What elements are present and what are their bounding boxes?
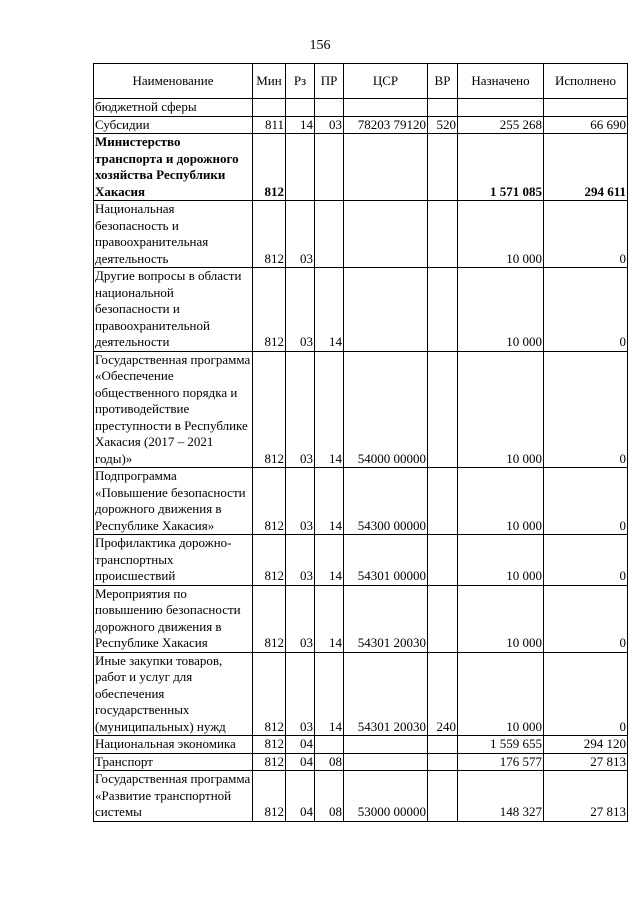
cell-min: 812 <box>253 535 286 586</box>
cell-vr: 240 <box>428 652 458 736</box>
table-row <box>94 585 628 652</box>
cell-assigned: 1 571 085 <box>458 134 544 201</box>
cell-csr: 54301 20030 <box>344 652 428 736</box>
cell-rz: 03 <box>286 652 315 736</box>
cell-rz: 04 <box>286 771 315 822</box>
cell-executed: 0 <box>544 652 628 736</box>
cell-vr <box>428 771 458 822</box>
cell-assigned: 1 559 655 <box>458 736 544 754</box>
cell-csr <box>344 201 428 268</box>
cell-vr <box>428 99 458 117</box>
cell-rz: 03 <box>286 585 315 652</box>
cell-pr: 14 <box>315 652 344 736</box>
cell-rz: 04 <box>286 736 315 754</box>
cell-pr: 14 <box>315 468 344 535</box>
cell-vr <box>428 351 458 468</box>
cell-name: Мероприятия по повышению безопасности дорожного движения в Республике Хакасия <box>94 585 253 652</box>
cell-name: Национальная экономика <box>94 736 253 754</box>
table-row <box>94 771 628 822</box>
cell-executed: 294 120 <box>544 736 628 754</box>
cell-executed: 66 690 <box>544 116 628 134</box>
header-pr: ПР <box>315 64 344 99</box>
cell-pr: 14 <box>315 535 344 586</box>
header-vr: ВР <box>428 64 458 99</box>
cell-pr <box>315 736 344 754</box>
cell-csr: 54000 00000 <box>344 351 428 468</box>
cell-executed: 0 <box>544 351 628 468</box>
cell-assigned: 10 000 <box>458 585 544 652</box>
cell-csr <box>344 268 428 352</box>
cell-pr: 14 <box>315 268 344 352</box>
cell-min: 812 <box>253 585 286 652</box>
cell-pr: 08 <box>315 753 344 771</box>
table-row <box>94 753 628 771</box>
cell-executed: 0 <box>544 535 628 586</box>
cell-min <box>253 99 286 117</box>
cell-assigned: 10 000 <box>458 201 544 268</box>
cell-min: 812 <box>253 134 286 201</box>
cell-rz: 03 <box>286 201 315 268</box>
cell-min: 812 <box>253 201 286 268</box>
cell-vr <box>428 468 458 535</box>
cell-csr: 54301 00000 <box>344 535 428 586</box>
header-min: Мин <box>253 64 286 99</box>
cell-assigned: 10 000 <box>458 535 544 586</box>
cell-assigned: 176 577 <box>458 753 544 771</box>
cell-vr <box>428 585 458 652</box>
cell-pr <box>315 134 344 201</box>
cell-min: 811 <box>253 116 286 134</box>
budget-table <box>93 63 628 822</box>
cell-vr <box>428 535 458 586</box>
table-row <box>94 468 628 535</box>
cell-vr <box>428 134 458 201</box>
table-row <box>94 535 628 586</box>
cell-csr: 54301 20030 <box>344 585 428 652</box>
cell-csr <box>344 99 428 117</box>
header-assigned: Назначено <box>458 64 544 99</box>
cell-executed: 0 <box>544 468 628 535</box>
cell-executed: 27 813 <box>544 753 628 771</box>
header-name: Наименование <box>94 64 253 99</box>
cell-name: Государственная программа «Обеспечение общественного порядка и противодействие преступности в Республике Хакасия (2017 – 2021 годы)» <box>94 351 253 468</box>
table-row <box>94 268 628 352</box>
cell-min: 812 <box>253 468 286 535</box>
cell-csr <box>344 753 428 771</box>
cell-csr: 53000 00000 <box>344 771 428 822</box>
cell-rz: 14 <box>286 116 315 134</box>
cell-assigned: 10 000 <box>458 351 544 468</box>
cell-pr: 08 <box>315 771 344 822</box>
page-number: 156 <box>309 38 331 53</box>
cell-name: Транспорт <box>94 753 253 771</box>
cell-min: 812 <box>253 753 286 771</box>
cell-min: 812 <box>253 771 286 822</box>
cell-name: Субсидии <box>94 116 253 134</box>
cell-name: Государственная программа «Развитие транспортной системы <box>94 771 253 822</box>
cell-executed: 0 <box>544 585 628 652</box>
header-csr: ЦСР <box>344 64 428 99</box>
cell-rz: 03 <box>286 468 315 535</box>
cell-rz: 03 <box>286 268 315 352</box>
cell-name: Профилактика дорожно-транспортных происшествий <box>94 535 253 586</box>
cell-vr: 520 <box>428 116 458 134</box>
table-row <box>94 652 628 736</box>
cell-name: Министерство транспорта и дорожного хозяйства Республики Хакасия <box>94 134 253 201</box>
header-rz: Рз <box>286 64 315 99</box>
table-row <box>94 134 628 201</box>
table-header-row <box>94 64 628 99</box>
cell-executed: 0 <box>544 201 628 268</box>
cell-assigned: 10 000 <box>458 268 544 352</box>
cell-min: 812 <box>253 351 286 468</box>
table-row <box>94 201 628 268</box>
cell-executed <box>544 99 628 117</box>
cell-executed: 294 611 <box>544 134 628 201</box>
cell-assigned: 255 268 <box>458 116 544 134</box>
cell-min: 812 <box>253 736 286 754</box>
cell-executed: 0 <box>544 268 628 352</box>
table-body <box>94 99 628 822</box>
table-row <box>94 116 628 134</box>
cell-assigned: 10 000 <box>458 468 544 535</box>
cell-name: Национальная безопасность и правоохранительная деятельность <box>94 201 253 268</box>
cell-rz <box>286 134 315 201</box>
cell-pr: 03 <box>315 116 344 134</box>
cell-name: бюджетной сферы <box>94 99 253 117</box>
cell-assigned: 10 000 <box>458 652 544 736</box>
cell-csr: 54300 00000 <box>344 468 428 535</box>
cell-min: 812 <box>253 652 286 736</box>
cell-csr <box>344 736 428 754</box>
cell-vr <box>428 753 458 771</box>
cell-min: 812 <box>253 268 286 352</box>
cell-vr <box>428 268 458 352</box>
cell-name: Другие вопросы в области национальной безопасности и правоохранительной деятельности <box>94 268 253 352</box>
cell-name: Иные закупки товаров, работ и услуг для обеспечения государственных (муниципальных) нужд <box>94 652 253 736</box>
cell-rz: 03 <box>286 351 315 468</box>
cell-pr: 14 <box>315 351 344 468</box>
cell-assigned <box>458 99 544 117</box>
table-row <box>94 736 628 754</box>
cell-vr <box>428 201 458 268</box>
table-row <box>94 99 628 117</box>
cell-rz: 04 <box>286 753 315 771</box>
cell-rz <box>286 99 315 117</box>
header-executed: Исполнено <box>544 64 628 99</box>
table-row <box>94 351 628 468</box>
cell-pr <box>315 99 344 117</box>
cell-rz: 03 <box>286 535 315 586</box>
cell-name: Подпрограмма «Повышение безопасности дорожного движения в Республике Хакасия» <box>94 468 253 535</box>
cell-csr: 78203 79120 <box>344 116 428 134</box>
cell-vr <box>428 736 458 754</box>
cell-assigned: 148 327 <box>458 771 544 822</box>
cell-pr <box>315 201 344 268</box>
cell-csr <box>344 134 428 201</box>
cell-executed: 27 813 <box>544 771 628 822</box>
cell-pr: 14 <box>315 585 344 652</box>
